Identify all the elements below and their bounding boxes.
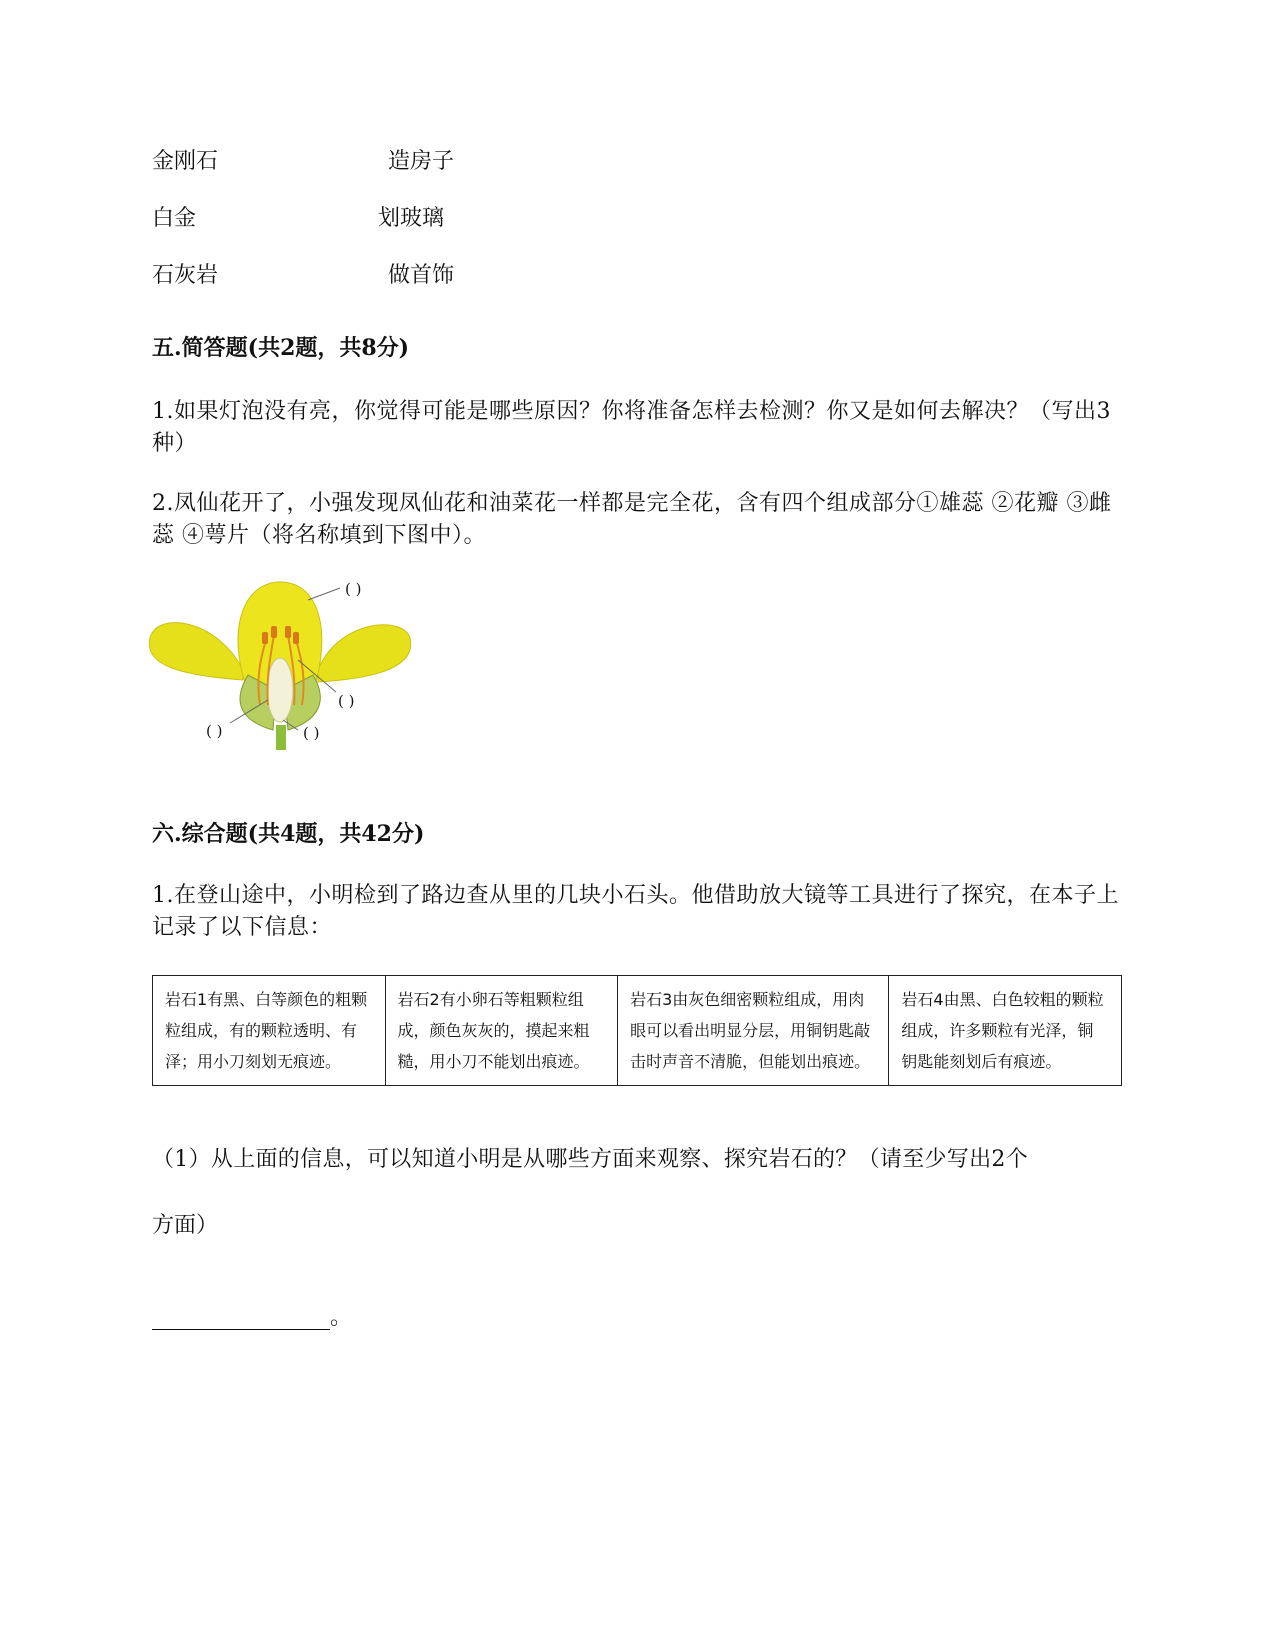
stem (276, 725, 286, 750)
sub-question-1-line-1: （1）从上面的信息，可以知道小明是从哪些方面来观察、探究岩石的？（请至少写出2个 (152, 1147, 1028, 1172)
section-heading-5: 五.简答题(共2题，共8分) (152, 335, 410, 361)
table-row (153, 976, 1122, 1086)
figure-label-pistil: ( ) (338, 692, 355, 710)
figure-label-petal: ( ) (345, 580, 362, 598)
rock-4-cell: 岩石4由黑、白色较粗的颗粒组成，许多颗粒有光泽，铜钥匙能刻划后有痕迹。 (889, 976, 1122, 1086)
match-left-3: 石灰岩 (152, 263, 219, 288)
match-right-2: 划玻璃 (378, 206, 445, 231)
figure-label-stamen: ( ) (303, 724, 320, 742)
match-left-1: 金刚石 (152, 149, 219, 174)
section-heading-6: 六.综合题(共4题，共42分) (152, 821, 425, 847)
figure-label-sepal: ( ) (206, 722, 223, 740)
flower-diagram (148, 580, 418, 750)
match-right-1: 造房子 (388, 149, 455, 174)
answer-period: 。 (330, 1305, 353, 1330)
rock-3-cell: 岩石3由灰色细密颗粒组成，用肉眼可以看出明显分层，用铜钥匙敲击时声音不清脆，但能划出痕迹。 (618, 976, 889, 1086)
right-petal (318, 625, 411, 682)
pistil (267, 658, 293, 722)
sub-question-1-line-2: 方面） (152, 1213, 219, 1238)
rock-1-cell: 岩石1有黑、白等颜色的粗颗粒组成，有的颗粒透明、有泽；用小刀刻划无痕迹。 (153, 976, 386, 1086)
match-left-2: 白金 (152, 206, 197, 231)
rock-2-cell: 岩石2有小卵石等粗颗粒组成，颜色灰灰的，摸起来粗糙，用小刀不能划出痕迹。 (385, 976, 618, 1086)
question-6-1: 1.在登山途中，小明检到了路边查从里的几块小石头。他借助放大镜等工具进行了探究，在本子上记录了以下信息： (152, 883, 1119, 940)
answer-blank[interactable] (152, 1305, 330, 1330)
match-right-3: 做首饰 (388, 263, 455, 288)
question-5-2: 2.凤仙花开了，小强发现凤仙花和油菜花一样都是完全花，含有四个组成部分①雄蕊 ②花瓣 ③雌蕊 ④萼片（将名称填到下图中）。 (152, 491, 1112, 548)
left-petal (149, 623, 243, 680)
question-5-1: 1.如果灯泡没有亮，你觉得可能是哪些原因？你将准备怎样去检测？你又是如何去解决？（写出3种） (152, 399, 1111, 456)
rock-info-table (152, 975, 1122, 1086)
